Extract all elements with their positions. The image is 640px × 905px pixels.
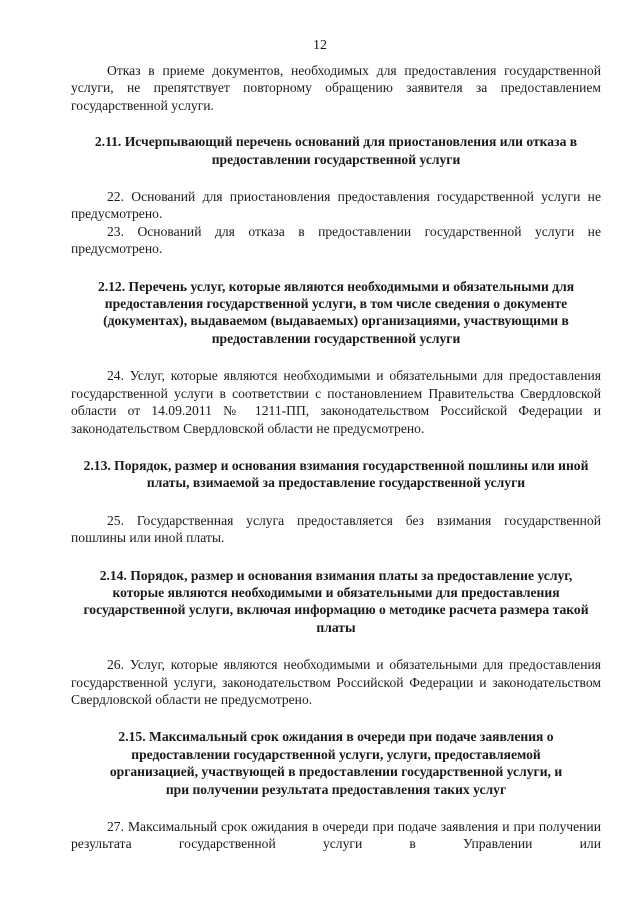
- section-heading-2-15: 2.15. Максимальный срок ожидания в очереди при подаче заявления о предоставлении государственной услуги, услуги, предоставляемой организацией, участвующей в предоставлении государственной услуги, и при получении результата предоставления таких услуг: [109, 729, 563, 797]
- section-heading-2-13: 2.13. Порядок, размер и основания взимания государственной пошлины или иной платы, взимаемой за предоставление государственной услуги: [83, 457, 589, 491]
- paragraph-refusal-note: Отказ в приеме документов, необходимых для предоставления государственной услуги, не препятствует повторному обращению заявителя за предоставлением государственной услуги.: [71, 63, 601, 113]
- section-heading-2-14: 2.14. Порядок, размер и основания взимания платы за предоставление услуг, которые являются необходимыми и обязательными для предоставления государственной услуги, включая информацию о методике расчета размера такой платы: [83, 567, 589, 635]
- paragraph-24: 24. Услуг, которые являются необходимыми и обязательными для предоставления государственной услуги в соответствии с постановлением Правительства Свердловской области от 14.09.2011 № 1211-ПП, законодательством Российской Федерации и законодательством Свердловской области не предусмотрено.: [71, 368, 601, 436]
- section-heading-2-11: 2.11. Исчерпывающий перечень оснований для приостановления или отказа в предоставлении государственной услуги: [94, 134, 578, 167]
- page-number: 12: [313, 38, 327, 53]
- paragraph-23: 23. Оснований для отказа в предоставлении государственной услуги не предусмотрено.: [71, 223, 601, 257]
- paragraph-26: 26. Услуг, которые являются необходимыми и обязательными для предоставления государственной услуги, законодательством Российской Федерации и законодательством Свердловской области не предусмотрено.: [71, 657, 601, 707]
- section-heading-2-12: 2.12. Перечень услуг, которые являются необходимыми и обязательными для предоставления государственной услуги, в том числе сведения о документе (документах), выдаваемом (выдаваемых) организациями, участвующими в предоставлении государственной услуги: [97, 278, 575, 346]
- document-body: [71, 62, 601, 853]
- paragraph-22: 22. Оснований для приостановления предоставления государственной услуги не предусмотрено.: [71, 189, 601, 222]
- paragraph-25: 25. Государственная услуга предоставляется без взимания государственной пошлины или иной платы.: [71, 512, 601, 546]
- paragraph-27: 27. Максимальный срок ожидания в очереди при подаче заявления и при получении результата государственной услуги в Управлении или: [71, 819, 601, 852]
